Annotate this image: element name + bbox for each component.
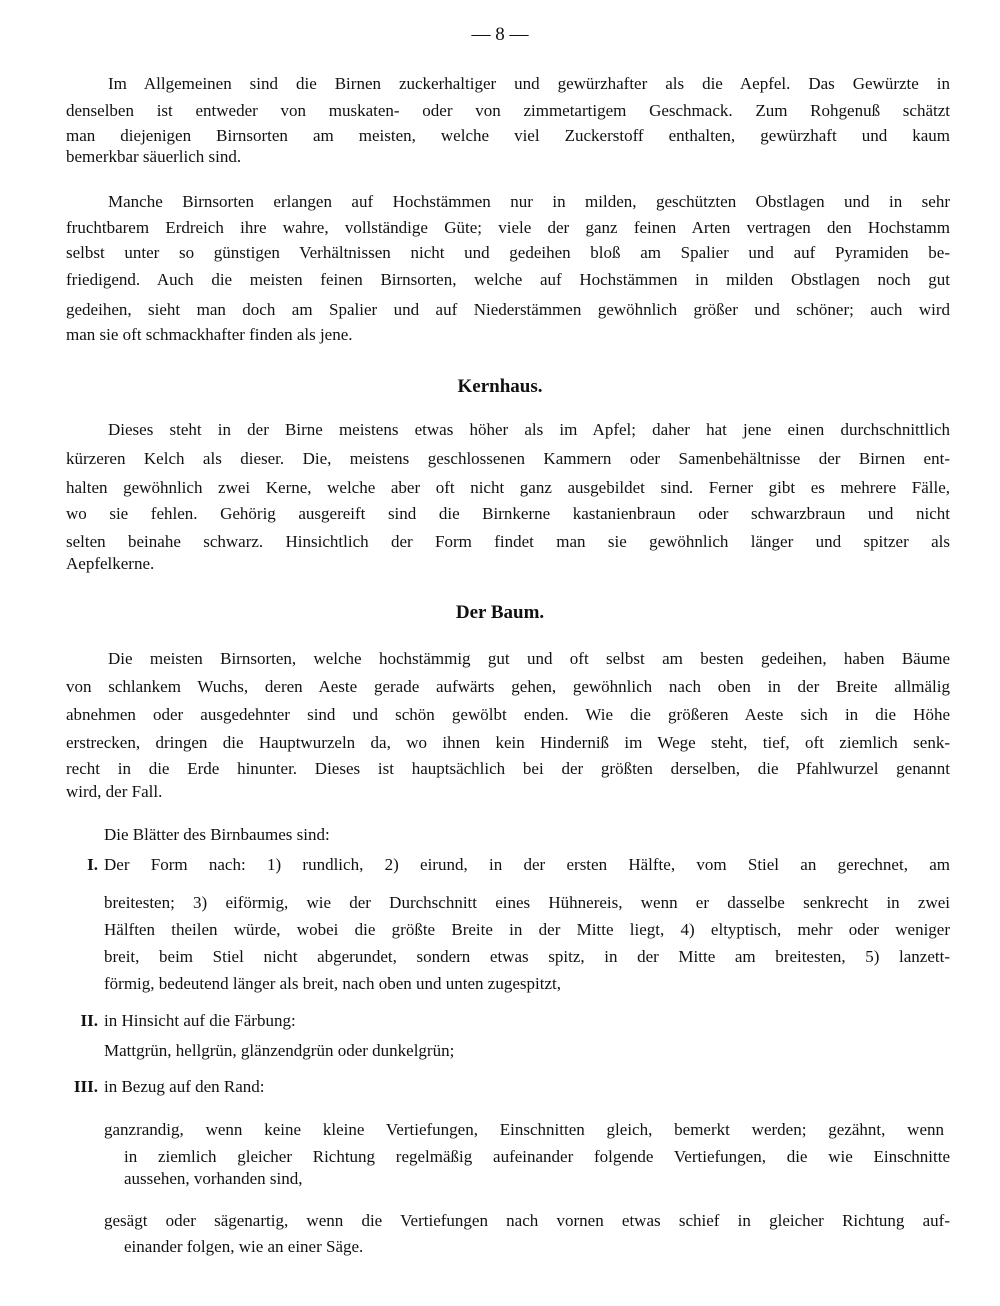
text-line: man diejenigen Birnsorten am meisten, welche viel Zuckerstoff enthalten, gewürzhaft und kaum [66,126,950,145]
text-line: in Hinsicht auf die Färbung: [104,1011,296,1030]
text-line: Dieses steht in der Birne meistens etwas höher als im Apfel; daher hat jene einen durchschnittlich [108,420,950,439]
section-heading: Der Baum. [455,602,545,623]
text-line: man sie oft schmackhafter finden als jene. [66,325,353,344]
text-line: ganzrandig, wenn keine kleine Vertiefungen, Einschnitten gleich, bemerkt werden; gezähnt, wenn [104,1120,944,1139]
text-line: von schlankem Wuchs, deren Aeste gerade aufwärts gehen, gewöhnlich nach oben in der Breite allmälig [66,677,950,696]
text-line: selten beinahe schwarz. Hinsichtlich der Form findet man sie gewöhnlich länger und spitzer als [66,532,950,551]
text-line: Im Allgemeinen sind die Birnen zuckerhaltiger und gewürzhafter als die Aepfel. Das Gewürzte in [108,74,950,93]
text-line: breit, beim Stiel nicht abgerundet, sondern etwas spitz, in der Mitte am breitesten, 5) lanzett- [104,947,950,966]
list-number: II. [80,1011,98,1030]
text-line: Die meisten Birnsorten, welche hochstämmig gut und oft selbst am besten gedeihen, haben Bäume [108,649,950,668]
text-line: bemerkbar säuerlich sind. [66,147,242,166]
text-line: gesägt oder sägenartig, wenn die Vertiefungen nach vornen etwas schief in gleicher Richtung auf- [104,1211,950,1230]
text-line: kürzeren Kelch als dieser. Die, meistens geschlossenen Kammern oder Samenbehältnisse der Birnen ent- [66,449,950,468]
text-line: einander folgen, wie an einer Säge. [124,1237,364,1256]
text-line: gedeihen, sieht man doch am Spalier und auf Niederstämmen gewöhnlich größer und schöner; auch wird [66,300,950,319]
text-line: in Bezug auf den Rand: [104,1077,265,1096]
text-line: friedigend. Auch die meisten feinen Birnsorten, welche auf Hochstämmen in milden Obstlagen noch gut [66,270,950,289]
text-line: Aepfelkerne. [66,554,155,573]
list-intro: Die Blätter des Birnbaumes sind: [104,825,330,844]
text-line: in ziemlich gleicher Richtung regelmäßig aufeinander folgende Vertiefungen, die wie Einschnitte [124,1147,950,1166]
text-line: Der Form nach: 1) rundlich, 2) eirund, in der ersten Hälfte, vom Stiel an gerechnet, am [104,855,950,874]
text-line: Manche Birnsorten erlangen auf Hochstämmen nur in milden, geschützten Obstlagen und in sehr [108,192,950,211]
list-number: III. [73,1077,98,1096]
text-line: wird, der Fall. [66,782,163,801]
text-line: aussehen, vorhanden sind, [124,1169,303,1188]
text-line: halten gewöhnlich zwei Kerne, welche aber oft nicht ganz ausgebildet sind. Ferner gibt es mehrere Fälle, [66,478,950,497]
text-line: breitesten; 3) eiförmig, wie der Durchschnitt eines Hühnereis, wenn er dasselbe senkrecht in zwei [104,893,950,912]
text-line: fruchtbarem Erdreich ihre wahre, vollständige Güte; viele der ganz feinen Arten vertragen den Hochstamm [66,218,950,237]
list-number: I. [87,855,98,874]
section-heading: Kernhaus. [457,376,543,397]
text-line: Mattgrün, hellgrün, glänzendgrün oder dunkelgrün; [104,1041,455,1060]
text-line: Hälften theilen würde, wobei die größte Breite in der Mitte liegt, 4) eltyptisch, mehr oder weniger [104,920,950,939]
page-number: — 8 — [471,24,529,45]
text-line: erstrecken, dringen die Hauptwurzeln da, wo ihnen kein Hinderniß im Wege steht, tief, oft ziemlich senk- [66,733,950,752]
text-line: denselben ist entweder von muskaten- oder von zimmetartigem Geschmack. Zum Rohgenuß schätzt [66,101,950,120]
text-line: abnehmen oder ausgedehnter sind und schön gewölbt enden. Wie die größeren Aeste sich in die Höhe [66,705,950,724]
text-line: selbst unter so günstigen Verhältnissen nicht und gedeihen bloß am Spalier und auf Pyramiden be- [66,243,950,262]
text-line: förmig, bedeutend länger als breit, nach oben und unten zugespitzt, [104,974,561,993]
text-line: wo sie fehlen. Gehörig ausgereift sind die Birnkerne kastanienbraun oder schwarzbraun und nicht [66,504,950,523]
text-line: recht in die Erde hinunter. Dieses ist hauptsächlich bei der größten derselben, die Pfahlwurzel genannt [66,759,950,778]
